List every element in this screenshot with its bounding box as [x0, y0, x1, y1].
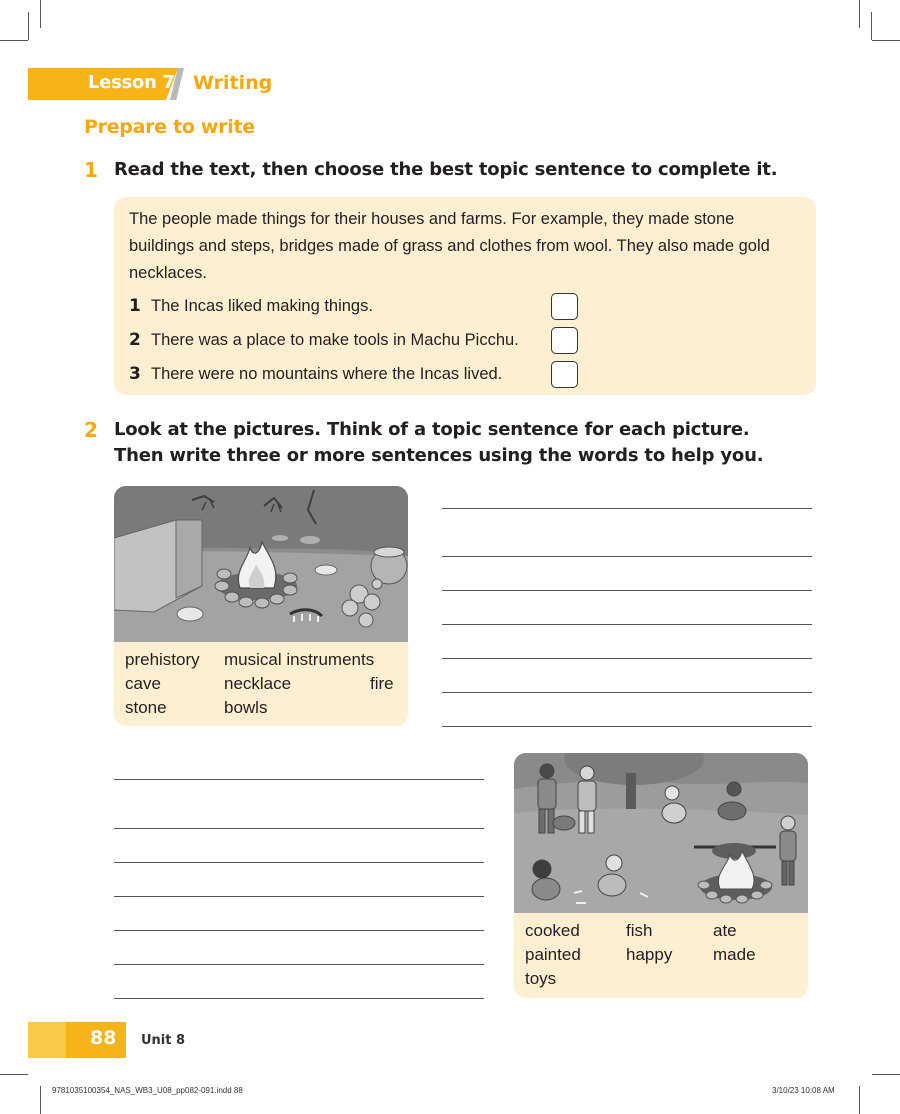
word-fire: fire	[370, 674, 394, 693]
print-slug-file: 9781035100354_NAS_WB3_U08_pp082-091.indd 88	[52, 1086, 243, 1095]
cave-picture	[114, 486, 408, 642]
writing-line[interactable]	[442, 692, 812, 693]
lesson-label: Lesson 7	[88, 72, 175, 93]
word-prehistory: prehistory	[125, 650, 200, 669]
word-painted: painted	[525, 945, 581, 964]
word-bowls: bowls	[224, 698, 268, 717]
word-musical-instruments: musical instruments	[224, 650, 375, 669]
writing-line[interactable]	[442, 590, 812, 591]
writing-line[interactable]	[114, 964, 484, 965]
picture-2-card	[514, 753, 808, 998]
option-3-text: There were no mountains where the Incas lived.	[151, 365, 503, 383]
page-number-tab-accent	[28, 1022, 66, 1058]
writing-line[interactable]	[114, 862, 484, 863]
section-title: Prepare to write	[84, 116, 255, 138]
crop-mark	[872, 1074, 900, 1075]
word-necklace: necklace	[224, 674, 292, 693]
option-1-number: 1	[129, 296, 141, 316]
print-slug-date: 3/10/23 10:08 AM	[772, 1086, 835, 1095]
crop-mark	[28, 12, 29, 40]
crop-mark	[0, 40, 28, 41]
option-2-text: There was a place to make tools in Machu Picchu.	[151, 331, 519, 349]
writing-line[interactable]	[114, 828, 484, 829]
word-happy: happy	[626, 945, 673, 964]
option-1-checkbox[interactable]	[551, 293, 578, 320]
page-number: 88	[90, 1027, 117, 1049]
writing-line[interactable]	[114, 930, 484, 931]
exercise-2-instruction-line-1: Look at the pictures. Think of a topic sentence for each picture.	[114, 419, 750, 440]
crop-mark	[859, 1086, 860, 1114]
campfire-picture	[514, 753, 808, 913]
reading-paragraph: The people made things for their houses and farms. For example, they made stone buildings and steps, bridges made of grass and clothes from wool. They also made gold necklaces.	[129, 210, 770, 282]
writing-line[interactable]	[442, 726, 812, 727]
crop-mark	[40, 0, 41, 28]
option-2-checkbox[interactable]	[551, 327, 578, 354]
word-ate: ate	[713, 921, 737, 940]
writing-line[interactable]	[442, 624, 812, 625]
crop-mark	[872, 40, 900, 41]
option-2-number: 2	[129, 330, 141, 350]
crop-mark	[40, 1086, 41, 1114]
word-toys: toys	[525, 969, 557, 988]
word-stone: stone	[125, 698, 167, 717]
word-made: made	[713, 945, 756, 964]
unit-label: Unit 8	[141, 1033, 186, 1048]
writing-line[interactable]	[442, 658, 812, 659]
word-fish: fish	[626, 921, 653, 940]
crop-mark	[0, 1074, 28, 1075]
writing-line[interactable]	[114, 779, 484, 780]
option-3-number: 3	[129, 364, 141, 384]
crop-mark	[859, 0, 860, 28]
word-cooked: cooked	[525, 921, 580, 940]
exercise-1-number: 1	[84, 158, 98, 182]
writing-line[interactable]	[114, 998, 484, 999]
writing-line[interactable]	[442, 508, 812, 509]
crop-mark	[871, 12, 872, 40]
writing-line[interactable]	[114, 896, 484, 897]
option-1-text: The Incas liked making things.	[151, 297, 373, 315]
exercise-2-instruction-line-2: Then write three or more sentences using the words to help you.	[114, 445, 764, 466]
picture-1-card	[114, 486, 408, 726]
writing-line[interactable]	[442, 556, 812, 557]
lesson-title: Writing	[193, 72, 273, 94]
word-cave: cave	[125, 674, 161, 693]
exercise-2-number: 2	[84, 418, 98, 442]
exercise-1-instruction: Read the text, then choose the best topic sentence to complete it.	[114, 159, 778, 180]
option-3-checkbox[interactable]	[551, 361, 578, 388]
